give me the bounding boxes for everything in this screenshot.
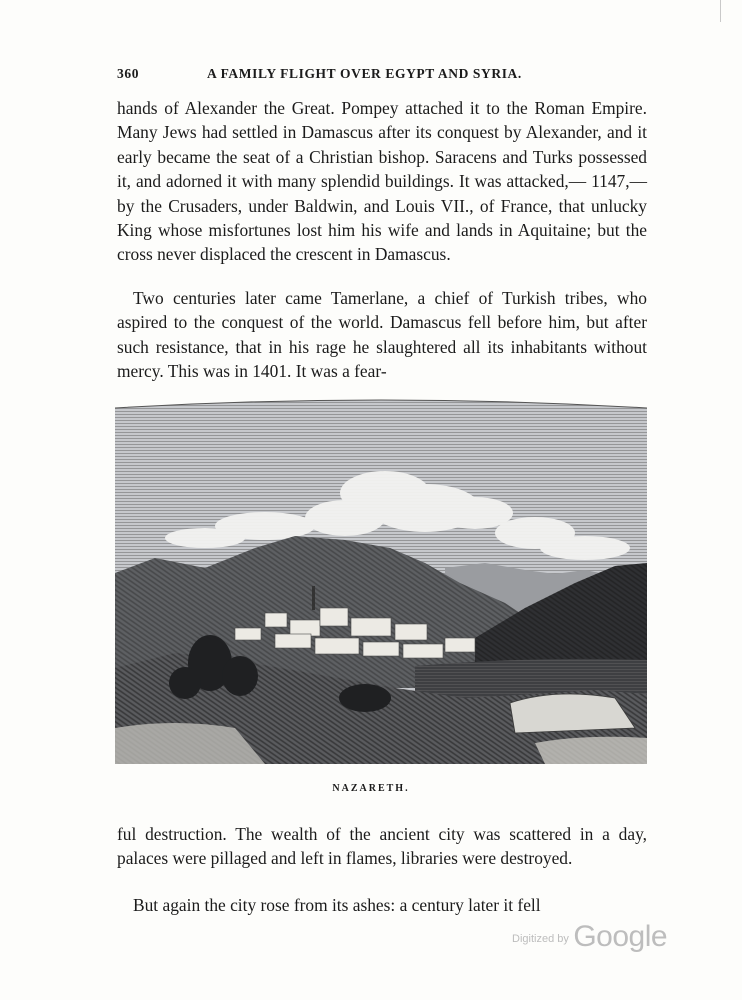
running-header — [117, 66, 647, 86]
body-paragraph-3: ful destruction. The wealth of the ancient city was scattered in a day, palaces were pillaged and left in flames, libraries were destroyed. — [117, 824, 647, 869]
digitized-by-google-watermark — [512, 920, 667, 954]
running-title: A FAMILY FLIGHT OVER EGYPT AND SYRIA. — [207, 66, 522, 81]
body-paragraph-2: Two centuries later came Tamerlane, a chief of Turkish tribes, who aspired to the conquest of the world. Damascus fell before him, but after such resistance, that in his rage he slaughtered all its inhabitants without mercy. This was in 1401. It was a fear- — [117, 288, 647, 382]
google-logo: Google — [573, 920, 668, 953]
watermark-prefix: Digitized by — [512, 933, 569, 945]
body-paragraph-1: hands of Alexander the Great. Pompey attached it to the Roman Empire. Many Jews had settled in Damascus after its conquest by Alexander, and it early became the seat of a Christian bishop. Saracens and Turks possessed it, and adorned it with many splendid buildings. It was attacked,— 1147,— by the Crusaders, under Baldwin, and Louis VII., of France, that unlucky King whose misfortunes lost him his wife and lands in Aquitaine; but the cross never displaced the crescent in Damascus. — [117, 98, 647, 265]
nazareth-engraving — [115, 398, 647, 764]
page-edge-line — [720, 0, 721, 22]
body-paragraph-4: But again the city rose from its ashes: a century later it fell — [133, 895, 541, 915]
figure-caption: NAZARETH. — [332, 783, 410, 794]
page-number: 360 — [117, 66, 140, 81]
